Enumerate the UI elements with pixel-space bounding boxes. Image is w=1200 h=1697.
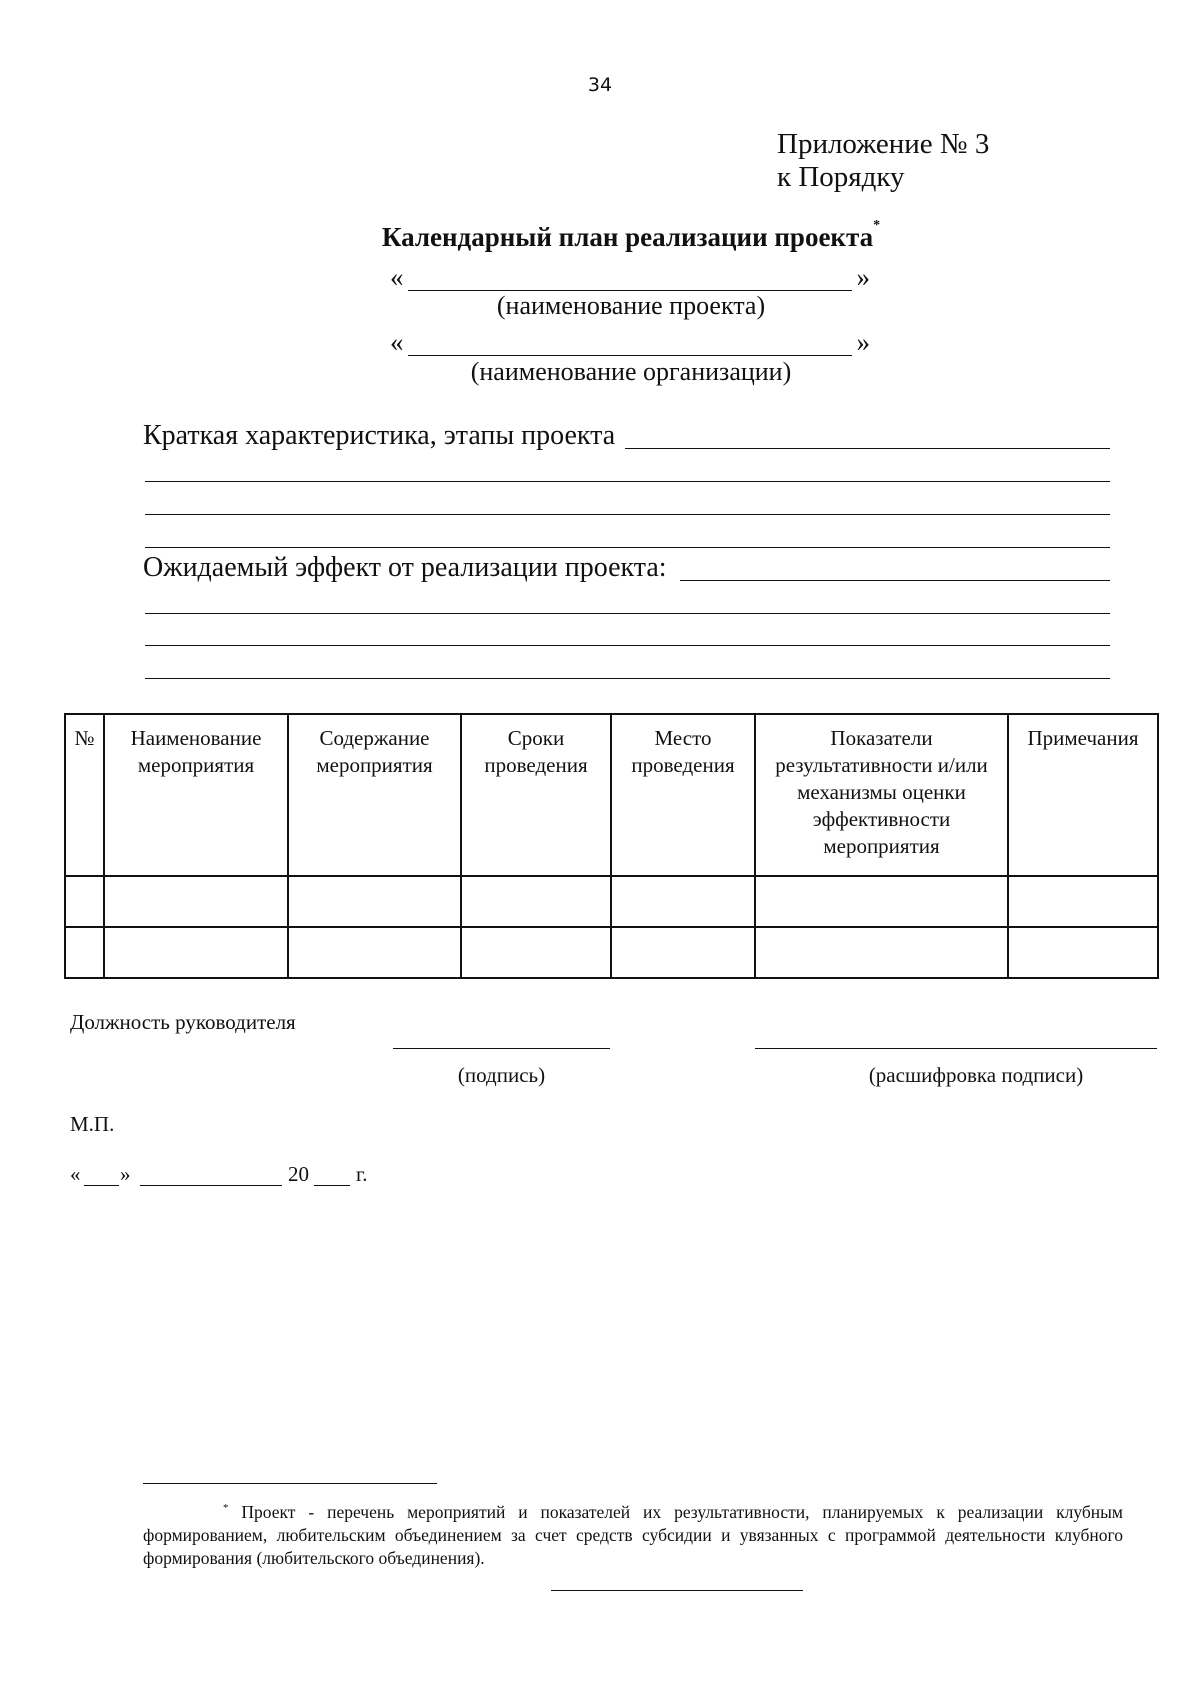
project-name-caption: (наименование проекта) xyxy=(496,291,766,320)
table-cell xyxy=(611,927,755,978)
document-title-text: Календарный план реализации проекта xyxy=(381,222,874,252)
organization-name-caption: (наименование организации) xyxy=(470,357,792,386)
organization-name-quote-open: « xyxy=(390,327,404,357)
header-notes: Примечания xyxy=(1008,714,1158,876)
footnote-text: Проект - перечень мероприятий и показателей их результативности, планируемых к реализации клубным формированием, любительским объединением за счет средств субсидии и увязанных с программой деятельности клубного формирования (любительского объединения). xyxy=(143,1501,1124,1568)
table-row xyxy=(65,876,1158,927)
organization-name-line xyxy=(408,355,852,356)
characteristics-line-4 xyxy=(145,547,1110,548)
project-name-quote-close: » xyxy=(856,262,870,292)
table-cell xyxy=(104,876,288,927)
appendix-order: к Порядку xyxy=(777,161,905,193)
header-event-name: Наименование мероприятия xyxy=(104,714,288,876)
characteristics-line-2 xyxy=(145,481,1110,482)
characteristics-line-3 xyxy=(145,514,1110,515)
date-quote-close: » xyxy=(120,1162,131,1186)
date-year-suffix: г. xyxy=(356,1162,368,1186)
header-indicators: Показатели результативности и/или механизмы оценки эффективности мероприятия xyxy=(755,714,1008,876)
appendix-number: Приложение № 3 xyxy=(777,128,990,160)
effect-line-2 xyxy=(145,613,1110,614)
table-cell xyxy=(461,876,611,927)
table-header-row xyxy=(65,714,1158,876)
characteristics-label: Краткая характеристика, этапы проекта xyxy=(143,420,616,451)
project-name-quote-open: « xyxy=(390,262,404,292)
effect-line-4 xyxy=(145,678,1110,679)
date-day-line xyxy=(84,1185,119,1186)
table-cell xyxy=(288,927,461,978)
position-label: Должность руководителя xyxy=(70,1010,296,1034)
calendar-plan-table xyxy=(64,713,1159,979)
table-cell xyxy=(288,876,461,927)
appendix-reference xyxy=(777,128,989,194)
effect-line-1 xyxy=(680,580,1110,581)
characteristics-line-1 xyxy=(625,448,1110,449)
header-dates: Сроки проведения xyxy=(461,714,611,876)
header-place: Место проведения xyxy=(611,714,755,876)
date-month-line xyxy=(140,1185,282,1186)
bottom-rule xyxy=(551,1590,803,1591)
table-cell xyxy=(65,927,104,978)
table-cell xyxy=(461,927,611,978)
stamp-label: М.П. xyxy=(70,1112,115,1136)
header-number: № xyxy=(65,714,104,876)
title-footnote-mark: * xyxy=(873,218,881,233)
table-cell xyxy=(755,927,1008,978)
date-year-prefix: 20 xyxy=(288,1162,309,1186)
effect-label: Ожидаемый эффект от реализации проекта: xyxy=(143,552,667,583)
table-cell xyxy=(755,876,1008,927)
header-event-content: Содержание мероприятия xyxy=(288,714,461,876)
signature-decoding-line xyxy=(755,1048,1157,1049)
table-cell xyxy=(65,876,104,927)
page-number: 34 xyxy=(587,74,613,96)
table-cell xyxy=(611,876,755,927)
footnote-rule xyxy=(143,1483,437,1484)
date-year-line xyxy=(314,1185,350,1186)
footnote-mark: * xyxy=(223,1502,229,1514)
footnote xyxy=(143,1497,1123,1570)
signature-decoding-caption: (расшифровка подписи) xyxy=(868,1063,1084,1087)
date-quote-open: « xyxy=(70,1162,81,1186)
table-row xyxy=(65,927,1158,978)
signature-caption: (подпись) xyxy=(457,1063,546,1087)
signature-line xyxy=(393,1048,610,1049)
table-cell xyxy=(1008,927,1158,978)
table-cell xyxy=(1008,876,1158,927)
effect-line-3 xyxy=(145,645,1110,646)
organization-name-quote-close: » xyxy=(856,327,870,357)
document-title xyxy=(0,218,1200,253)
table-cell xyxy=(104,927,288,978)
